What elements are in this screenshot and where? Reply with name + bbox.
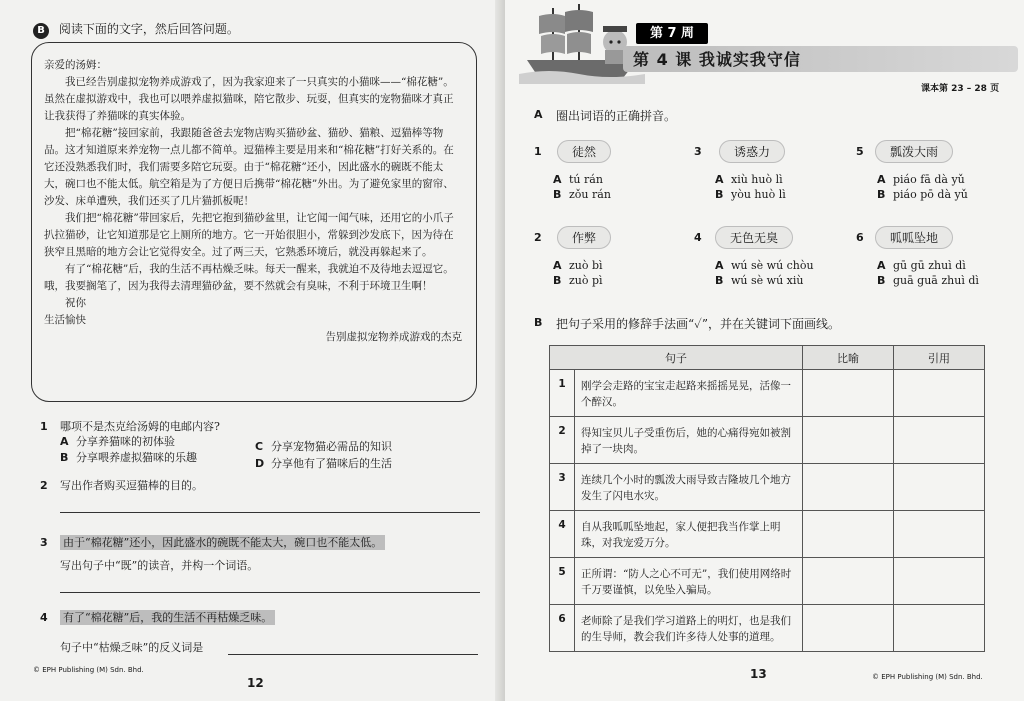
pinyin-option-b[interactable]: B wú sè wú xiù (715, 274, 804, 287)
word-pill: 诱惑力 (719, 140, 785, 163)
column-header-sentence: 句子 (550, 346, 803, 370)
letter-paragraph: 我已经告别虚拟宠物养成游戏了，因为我家迎来了一只真实的小猫咪——“棉花糖”。虽然在虚拟游戏中，我也可以喂养虚拟猫咪，陪它散步、玩耍，但真实的宠物猫咪才真正让我获得了养猫咪的真实体验。 (44, 76, 454, 122)
q1-option-b[interactable]: B 分享喂养虚拟猫咪的乐趣 (60, 451, 197, 464)
q1-option-d[interactable]: D 分享他有了猫咪后的生活 (255, 457, 392, 470)
metaphor-check-cell[interactable] (803, 511, 894, 558)
left-page (0, 0, 505, 701)
sentence-cell[interactable]: 连续几个小时的瓢泼大雨导致吉隆坡几个地方发生了闪电水灾。 (575, 464, 803, 511)
pinyin-option-a[interactable]: A zuò bì (553, 259, 603, 272)
q1-option-a[interactable]: A 分享养猫咪的初体验 (60, 435, 175, 448)
pinyin-option-b[interactable]: B yòu huò lì (715, 188, 786, 201)
letter-box (31, 42, 477, 402)
section-b-instruction: 把句子采用的修辞手法画“✓”，并在关键词下面画线。 (556, 317, 841, 331)
quotation-check-cell[interactable] (894, 558, 985, 605)
section-a-instruction: 圈出词语的正确拼音。 (556, 109, 677, 123)
sentence-cell[interactable]: 自从我呱呱坠地起，家人便把我当作掌上明珠，对我宠爱万分。 (575, 511, 803, 558)
letter-signature: 告别虚拟宠物养成游戏的杰克 (325, 331, 462, 343)
pinyin-option-a[interactable]: A xiù huò lì (715, 173, 783, 186)
column-header-metaphor: 比喻 (803, 346, 894, 370)
section-b-letter: B (534, 316, 543, 329)
section-a-letter: A (534, 108, 543, 121)
answer-line[interactable] (60, 592, 480, 593)
word-pill: 作弊 (557, 226, 611, 249)
pinyin-option-a[interactable]: A tú rán (553, 173, 603, 186)
sentence-cell[interactable]: 得知宝贝儿子受重伤后，她的心痛得宛如被割掉了一块肉。 (575, 417, 803, 464)
answer-line[interactable] (228, 654, 478, 655)
metaphor-check-cell[interactable] (803, 558, 894, 605)
metaphor-check-cell[interactable] (803, 464, 894, 511)
column-header-quotation: 引用 (894, 346, 985, 370)
table-row: 5 正所谓：“防人之心不可无”，我们使用网络时千万要谨慎，以免坠入骗局。 (550, 558, 985, 605)
week-label: 第 7 周 (636, 23, 708, 44)
section-b-header (33, 20, 239, 39)
letter-closing-wish: 生活愉快 (44, 314, 86, 326)
rhetoric-table (549, 345, 985, 652)
section-letter-badge: B (33, 23, 49, 39)
question-2: 2 写出作者购买逗猫棒的目的。 (40, 479, 203, 492)
pinyin-option-b[interactable]: B zǒu rán (553, 188, 611, 201)
word-pill: 无色无臭 (715, 226, 793, 249)
table-row: 2 得知宝贝儿子受重伤后，她的心痛得宛如被割掉了一块肉。 (550, 417, 985, 464)
pinyin-option-a[interactable]: A piáo fā dà yǔ (877, 173, 965, 186)
question-4-prompt: 句子中“枯燥乏味”的反义词是 (60, 641, 204, 654)
quoted-sentence: 由于“棉花糖”还小，因此盛水的碗既不能太大，碗口也不能太低。 (60, 535, 385, 550)
word-pill: 呱呱坠地 (875, 226, 953, 249)
lesson-title: 第 4 课 我诚实我守信 (633, 50, 801, 69)
letter-closing: 祝你 (65, 297, 86, 309)
answer-line[interactable] (60, 512, 480, 513)
pinyin-option-b[interactable]: B zuò pì (553, 274, 603, 287)
pinyin-option-b[interactable]: B guā guā zhuì dì (877, 274, 979, 287)
page-number: 13 (750, 667, 767, 681)
copyright-footer: © EPH Publishing (M) Sdn. Bhd. (872, 673, 983, 681)
letter-greeting: 亲爱的汤姆： (44, 59, 107, 71)
metaphor-check-cell[interactable] (803, 605, 894, 652)
word-pill: 瓢泼大雨 (875, 140, 953, 163)
sentence-cell[interactable]: 刚学会走路的宝宝走起路来摇摇晃晃，活像一个醉汉。 (575, 370, 803, 417)
table-row: 1 刚学会走路的宝宝走起路来摇摇晃晃，活像一个醉汉。 (550, 370, 985, 417)
pinyin-option-a[interactable]: A wú sè wú chòu (715, 259, 814, 272)
quotation-check-cell[interactable] (894, 511, 985, 558)
quotation-check-cell[interactable] (894, 417, 985, 464)
question-3-prompt: 写出句子中“既”的读音，并构一个词语。 (60, 559, 259, 572)
page-number: 12 (247, 676, 264, 690)
quotation-check-cell[interactable] (894, 605, 985, 652)
item-number: 5 (856, 145, 864, 158)
section-instruction: 阅读下面的文字，然后回答问题。 (58, 22, 239, 36)
sentence-cell[interactable]: 老师除了是我们学习道路上的明灯，也是我们的生导师，教会我们许多待人处事的道理。 (575, 605, 803, 652)
sentence-cell[interactable]: 正所谓：“防人之心不可无”，我们使用网络时千万要谨慎，以免坠入骗局。 (575, 558, 803, 605)
table-row: 6 老师除了是我们学习道路上的明灯，也是我们的生导师，教会我们许多待人处事的道理。 (550, 605, 985, 652)
letter-paragraph: 有了“棉花糖”后，我的生活不再枯燥乏味。每天一醒来，我就迫不及待地去逗逗它。哦，我要搁笔了，因为我得去清理猫砂盆，要不然就会有臭味，不利于环境卫生啊！ (44, 263, 454, 292)
table-row: 4 自从我呱呱坠地起，家人便把我当作掌上明珠，对我宠爱万分。 (550, 511, 985, 558)
question-3: 3 由于“棉花糖”还小，因此盛水的碗既不能太大，碗口也不能太低。 (40, 534, 385, 550)
question-4: 4 有了“棉花糖”后，我的生活不再枯燥乏味。 (40, 609, 275, 625)
metaphor-check-cell[interactable] (803, 417, 894, 464)
textbook-pages: 课本第 23 – 28 页 (921, 84, 1000, 94)
item-number: 6 (856, 231, 864, 244)
quotation-check-cell[interactable] (894, 464, 985, 511)
letter-paragraph: 我们把“棉花糖”带回家后，先把它抱到猫砂盆里，让它闻一闻气味，还用它的小爪子扒拉猫砂，让它知道那是它上厕所的地方。它一开始很胆小，常躲到沙发底下，因为待在狭窄且黑暗的地方会让它觉得安全。过了两三天，它熟悉环境后，就没再躲起来了。 (44, 212, 454, 258)
q1-option-c[interactable]: C 分享宠物猫必需品的知识 (255, 440, 392, 453)
letter-paragraph: 把“棉花糖”接回家前，我跟随爸爸去宠物店购买猫砂盆、猫砂、猫粮、逗猫棒等物品。这才知道原来养宠物一点儿都不简单。逗猫棒主要是用来和“棉花糖”打好关系的。在它还没熟悉我们时，我们需要多陪它玩耍。由于“棉花糖”还小，因此盛水的碗既不能太大，碗口也不能太低。航空箱是为了方便日后携带“棉花糖”外出。为了避免家里的窗帘、沙发、床单遭殃，我们还买了几片猫抓板呢！ (44, 127, 454, 207)
item-number: 3 (694, 145, 702, 158)
metaphor-check-cell[interactable] (803, 370, 894, 417)
copyright-footer: © EPH Publishing (M) Sdn. Bhd. (33, 666, 144, 674)
pinyin-option-b[interactable]: B piáo pō dà yǔ (877, 188, 968, 201)
pinyin-option-a[interactable]: A gū gū zhuì dì (877, 259, 966, 272)
item-number: 1 (534, 145, 542, 158)
item-number: 2 (534, 231, 542, 244)
question-1: 1 哪项不是杰克给汤姆的电邮内容? (40, 420, 220, 433)
quotation-check-cell[interactable] (894, 370, 985, 417)
item-number: 4 (694, 231, 702, 244)
word-pill: 徒然 (557, 140, 611, 163)
quoted-sentence: 有了“棉花糖”后，我的生活不再枯燥乏味。 (60, 610, 275, 625)
table-row: 3 连续几个小时的瓢泼大雨导致吉隆坡几个地方发生了闪电水灾。 (550, 464, 985, 511)
